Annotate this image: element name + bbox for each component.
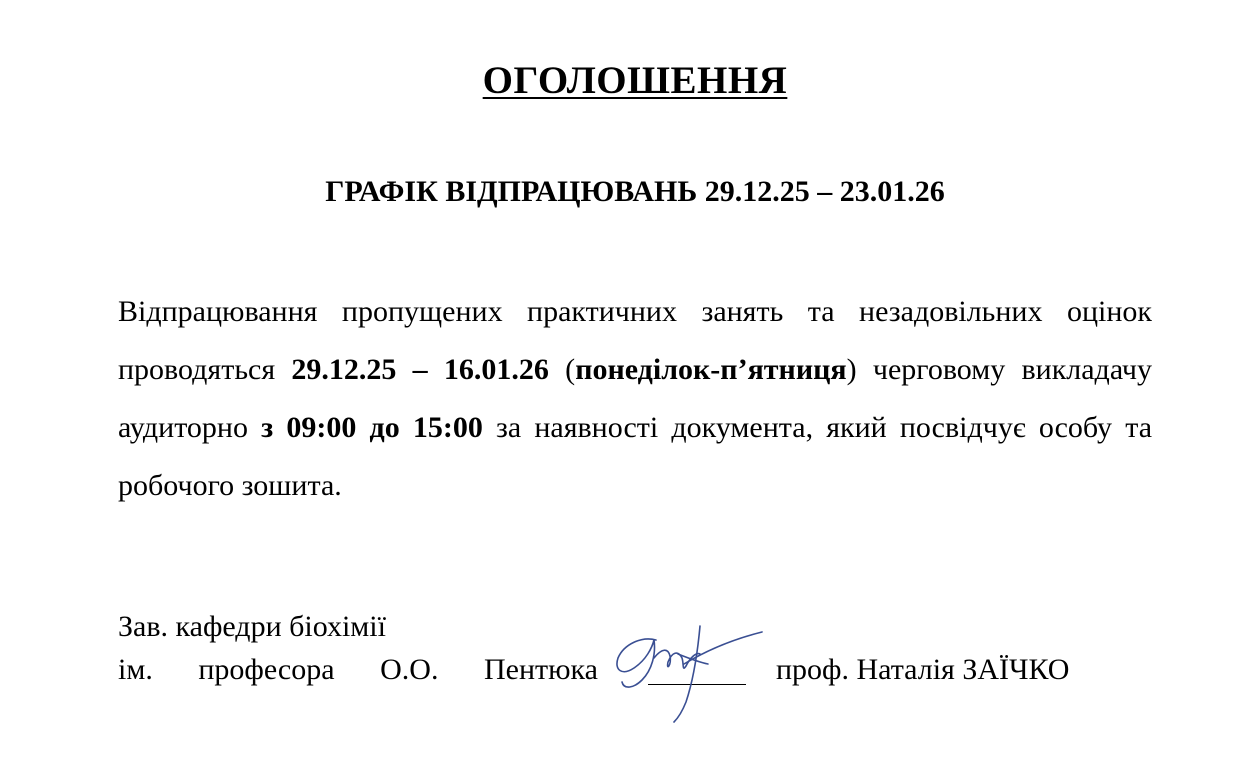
body-text-part2: ( bbox=[548, 353, 576, 386]
handwritten-signature bbox=[612, 618, 770, 728]
body-text-part4: за наявності документа, який посвідчує особу та робочого зошита. bbox=[118, 411, 1153, 502]
signatory-name: проф. Наталія ЗАЇЧКО bbox=[776, 653, 1070, 686]
body-time: з 09:00 до 15:00 bbox=[261, 411, 483, 444]
signatory-department: ім. професора О.О. Пентюка bbox=[118, 653, 598, 686]
signatory-position: Зав. кафедри біохімії bbox=[118, 610, 386, 643]
page-title: ОГОЛОШЕННЯ bbox=[482, 59, 788, 102]
body-days: понеділок-п’ятниця bbox=[575, 353, 847, 386]
body-text-part3: ) черговому викладачу аудиторно bbox=[118, 353, 1153, 444]
schedule-subtitle: ГРАФІК ВІДПРАЦЮВАНЬ 29.12.25 – 23.01.26 bbox=[325, 175, 945, 208]
body-text-part1: Відпрацювання пропущених практичних занять та незадовільних оцінок проводяться bbox=[118, 295, 1152, 386]
announcement-body bbox=[118, 283, 1152, 515]
body-dates: 29.12.25 – 16.01.26 bbox=[291, 353, 549, 386]
